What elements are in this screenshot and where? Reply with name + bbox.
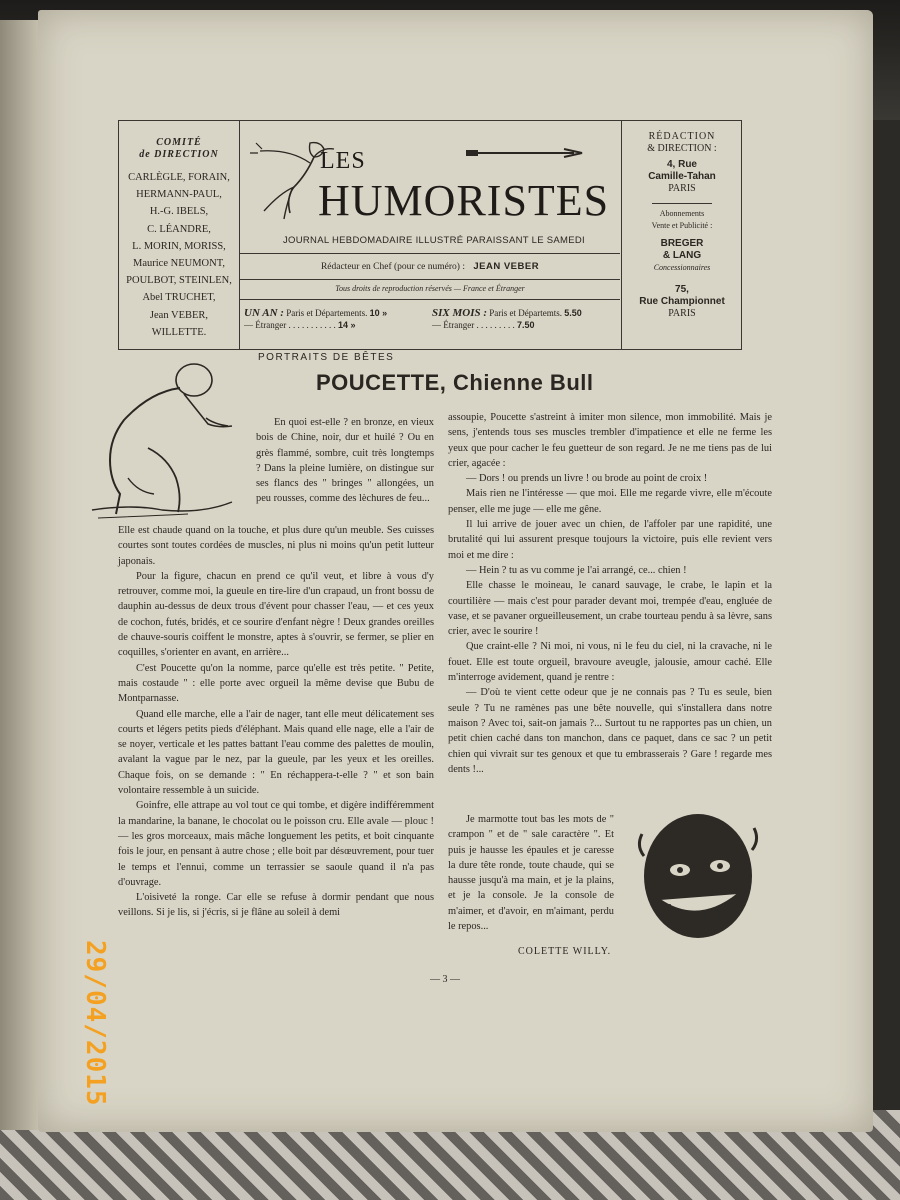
title-humoristes: HUMORISTES [318,176,610,225]
paragraph: En quoi est-elle ? en bronze, en vieux bois de Chine, noir, dur et huilé ? Ou en grès flammé, sombre, cuit très longtemps ? Dans la pleine lumière, on distingue sur ses flancs des " bringes " allongées, un peu rousses, comme des lèchures de feu... [256,417,434,505]
subscription-prices [240,303,620,343]
headline-sub: Chienne Bull [453,370,594,395]
title-les: LES [320,148,366,174]
masthead-title-panel [240,121,620,349]
committee-members [119,169,239,341]
subscription-six-months: SIX MOIS : Paris et Départemts. 5.50 — Étranger . . . . . . . . . 7.50 [432,307,582,330]
subscription-year: UN AN : Paris et Départements. 10 » — Étranger . . . . . . . . . . . 14 » [244,307,388,330]
bulldog-head-illustration [630,800,760,950]
committee-member: POULBOT, STEINLEN, [126,275,232,287]
article-column-2 [448,410,772,777]
committee-member: C. LÉANDRE, [147,223,211,235]
paragraph: — D'où te vient cette odeur que je ne connais pas ? Tu es seule, bien seule ? Tu ne ramènes pas une bête nouvelle, qui s'installera dans notre maison ? Avec toi, sait-on jamais ?... Surtout tu ne rapportes pas un chien, un petit chien caché dans ton manchon, dans ce paquet, dans ce sac ? un petit chien qui vivrait sur tes genoux et que tu embrasserais ? Gare ! regarde mes dents !... [448,687,772,775]
photo-date-stamp [74,940,110,1130]
committee-member: Jean VEBER, [149,309,209,321]
masthead-divider [240,299,620,300]
committee-member: H.-G. IBELS, [149,206,209,218]
rights-notice: Tous droits de reproduction réservés — France et Étranger [335,284,525,293]
committee-member: HERMANN-PAUL, [136,189,222,201]
masthead-divider [240,279,620,280]
page-number: — 3 — [430,974,460,985]
editor-line [240,261,620,272]
paragraph: Il lui arrive de jouer avec un chien, de l'affoler par une rapidité, une brutalité qui lui assurent presque toujours la victoire, puis elle revient vers moi et me dire : [448,519,772,561]
article-column-2-bottom [448,812,614,934]
paragraph: Goinfre, elle attrape au vol tout ce qui tombe, et digère indifféremment la mandarine, la banane, le chocolat ou le poisson cru. Elle avale — plouc ! — les gros morceaux, mais mâche longuement les petits, et boit cinquante fois le jour, en pensant à autre chose ; elle boit par désœuvrement, pour tuer le temps et l'ennui, comme un terrassier se saoule quand il n'a pas d'ouvrage. [118,800,434,888]
paragraph: L'oisiveté la ronge. Car elle se refuse à dormir pendant que nous veillons. Si je lis, si j'écris, si je flâne au soleil à demi [118,892,434,919]
address-panel: RÉDACTION & DIRECTION : 4, Rue Camille-Tahan PARIS Abonnements Vente et Publicité : BREGER & LANG Concessionnaires 75, Rue Championnet PARIS [621,121,742,349]
paragraph: — Dors ! ou prends un livre ! ou brode au point de croix ! [466,473,708,485]
bulldog-figure-illustration [88,358,248,526]
paragraph: Elle chasse le moineau, le canard sauvage, le crabe, le lapin et la courtilière — mais c'est pour parader devant moi, trempée d'eau, engluée de vase, et se pavaner orgueilleusement, un crabe tourteau pendu à sa lèvre, sans crier, avec le sourire ! [448,580,772,638]
paragraph: assoupie, Poucette s'astreint à imiter mon silence, mon immobilité. Mais je sens, j'entends tous ses muscles trembler d'impatience et elle ne ferme les yeux que pour cacher le feu guetteur de son regard. Je ne me tiens pas de lui crier, agacée : [448,412,772,469]
article-column-1-top [256,415,434,507]
masthead-divider [240,253,620,254]
committee-member: Maurice NEUMONT, [133,258,225,270]
journal-title [318,148,610,225]
masthead [118,120,742,350]
section-heading: PORTRAITS DE BÊTES [258,352,395,363]
article-headline [316,370,593,396]
paragraph: C'est Poucette qu'on la nomme, parce qu'elle est très petite. " Petite, mais costaude " : elle porte avec orgueil la même devise que Bubu de Montparnasse. [118,662,434,705]
paragraph: Elle est chaude quand on la touche, et plus dure qu'un meuble. Ses cuisses courtes sont toutes cordées de muscles, ni plus ni moins qu'un petit lutteur japonais. [118,525,434,567]
committee-member: WILLETTE. [151,326,207,338]
editor-name: JEAN VEBER [473,261,540,272]
editor-label: Rédacteur en Chef (pour ce numéro) : [320,262,465,272]
address-divider [652,203,712,204]
paragraph: Que craint-elle ? Ni moi, ni vous, ni le feu du ciel, ni la cravache, ni le fouet. Elle est toute orgueil, bravoure aveugle, jalousie, amour caché. Elle m'interroge avidement, quand je rentre : [448,641,772,684]
paragraph: — Hein ? tu as vu comme je l'ai arrangé, ce... chien ! [466,564,687,576]
paragraph: Quand elle marche, elle a l'air de nager, tant elle meut délicatement ses courts et légers petits pieds d'éléphant. Mais quand elle nage, elle a l'air de se noyer, verticale et les pattes battant l'eau comme des palettes de moulin, avalant la vague par le nez, par la gueule, par les yeux et les oreilles. Chaque fois, on se demande : " En réchappera-t-elle ? " et son bain volontaire ressemble à un suicide. [118,708,434,797]
journal-subtitle: JOURNAL HEBDOMADAIRE ILLUSTRÉ PARAISSANT LE SAMEDI [282,235,585,246]
committee-member: L. MORIN, MORISS, [132,240,226,252]
committee-member: CARLÈGLE, FORAIN, [128,172,230,183]
article-column-1 [118,523,434,921]
paragraph: Je marmotte tout bas les mots de " crampon " et de " sale caractère ". Et puis je hausse les épaules et je caresse la dure tête ronde, toute chaude, qui se hausse jusqu'à ma main, et je la plains, et je la console. Je la console de m'aimer, et d'avoir, en m'aimant, perdu le repos... [448,814,614,933]
headline-main: POUCETTE, [316,370,447,395]
committee-member: Abel TRUCHET, [142,292,216,304]
committee-panel [119,121,240,349]
paragraph: Pour la figure, chacun en prend ce qu'il veut, et libre à vous d'y retrouver, comme moi, la gueule en tire-lire d'un crapaud, un front bossu de dauphin au-dessus de deux trous d'évent pour chasser l'eau, — et ces yeux de cochon, futés, bridés, et ce sourire d'enfant nègre ! Deux grandes oreilles de chauve-souris coiffent le monstre, aptes à s'ouvrir, se fermer, se plier en coquilles, s'orienter en avant, en arrière... [118,570,434,659]
date-stamp-text: 29/04/2015 [80,940,110,1107]
committee-heading: COMITÉ de DIRECTION [139,137,219,160]
author-signature: COLETTE WILLY. [518,946,612,957]
pen-ornament-icon [464,147,584,159]
paragraph: Mais rien ne l'intéresse — que moi. Elle me regarde vivre, elle m'écoute penser, elle me juge — elle me gêne. [448,488,772,515]
